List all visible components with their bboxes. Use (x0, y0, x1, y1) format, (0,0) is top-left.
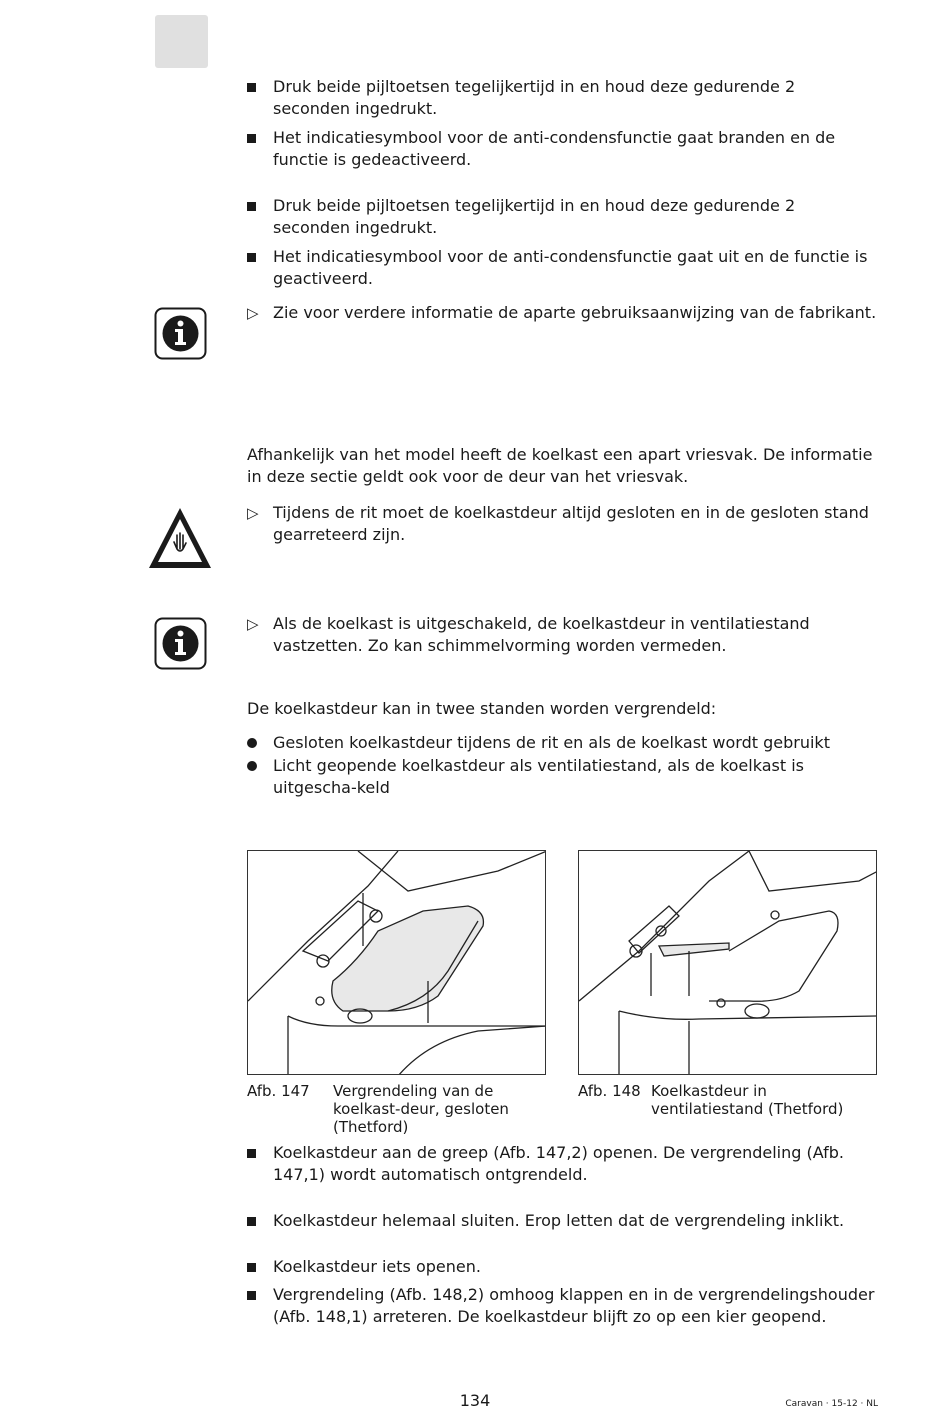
step-item (247, 76, 877, 120)
step-item (247, 246, 877, 290)
chapter-tab (155, 15, 208, 68)
step-text: Het indicatiesymbool voor de anti-condensfunctie gaat uit en de functie is geactiveerd. (273, 247, 868, 288)
square-bullet-icon (247, 127, 267, 149)
list-item-text: Licht geopende koelkastdeur als ventilatiestand, als de koelkast is uitgescha-keld (273, 756, 804, 797)
figure-caption-text: Vergrendeling van de koelkast-deur, gesloten (Thetford) (333, 1082, 509, 1136)
warning-item (247, 502, 877, 546)
step-item (247, 127, 877, 171)
triangle-right-icon: ▷ (247, 504, 259, 522)
note-text: Als de koelkast is uitgeschakeld, de koelkastdeur in ventilatiestand vastzetten. Zo kan schimmelvorming worden vermeden. (273, 614, 810, 655)
step-item (247, 1142, 877, 1186)
figure-147-image (247, 850, 546, 1075)
square-bullet-icon (247, 76, 267, 98)
step-text: Vergrendeling (Afb. 148,2) omhoog klappen en in de vergrendelingshouder (Afb. 148,1) arreteren. De koelkastdeur blijft zo op een kier geopend. (273, 1285, 875, 1326)
square-bullet-icon (247, 1284, 267, 1306)
intro-paragraph: Afhankelijk van het model heeft de koelkast een apart vriesvak. De informatie in deze sectie geldt ook voor de deur van het vriesvak. (247, 445, 873, 486)
list-item (247, 755, 877, 799)
step-text: Koelkastdeur helemaal sluiten. Erop letten dat de vergrendeling inklikt. (273, 1211, 845, 1230)
step-item (247, 1256, 877, 1278)
page-footer: Caravan · 15-12 · NL (785, 1399, 878, 1409)
list-item-text: Gesloten koelkastdeur tijdens de rit en als de koelkast wordt gebruikt (273, 733, 830, 752)
list-item (247, 732, 877, 754)
page-number: 134 (459, 1391, 491, 1410)
figure-caption-text: Koelkastdeur in ventilatiestand (Thetford) (651, 1082, 844, 1118)
step-text: Koelkastdeur iets openen. (273, 1257, 481, 1276)
step-text: Druk beide pijltoetsen tegelijkertijd in en houd deze gedurende 2 seconden ingedrukt. (273, 77, 796, 118)
square-bullet-icon (247, 1210, 267, 1232)
step-item (247, 1210, 877, 1232)
round-bullet-icon (247, 755, 267, 777)
figure-number: Afb. 148 (578, 1082, 641, 1100)
warning-text: Tijdens de rit moet de koelkastdeur altijd gesloten en in de gesloten stand gearreteerd zijn. (273, 503, 869, 544)
lock-intro-paragraph: De koelkastdeur kan in twee standen worden vergrendeld: (247, 699, 717, 718)
triangle-right-icon: ▷ (247, 304, 259, 322)
square-bullet-icon (247, 246, 267, 268)
figure-148-image (578, 850, 877, 1075)
note-item (247, 613, 877, 657)
warning-hand-icon (147, 505, 213, 571)
square-bullet-icon (247, 1256, 267, 1278)
round-bullet-icon (247, 732, 267, 754)
square-bullet-icon (247, 195, 267, 217)
note-text: Zie voor verdere informatie de aparte gebruiksaanwijzing van de fabrikant. (273, 303, 877, 322)
note-item (247, 302, 877, 324)
triangle-right-icon: ▷ (247, 615, 259, 633)
figure-number: Afb. 147 (247, 1082, 310, 1100)
info-icon (154, 307, 207, 360)
step-text: Het indicatiesymbool voor de anti-condensfunctie gaat branden en de functie is gedeactiveerd. (273, 128, 836, 169)
step-item (247, 1284, 877, 1328)
info-icon (154, 617, 207, 670)
step-text: Koelkastdeur aan de greep (Afb. 147,2) openen. De vergrendeling (Afb. 147,1) wordt automatisch ontgrendeld. (273, 1143, 844, 1184)
square-bullet-icon (247, 1142, 267, 1164)
step-item (247, 195, 877, 239)
step-text: Druk beide pijltoetsen tegelijkertijd in en houd deze gedurende 2 seconden ingedrukt. (273, 196, 796, 237)
